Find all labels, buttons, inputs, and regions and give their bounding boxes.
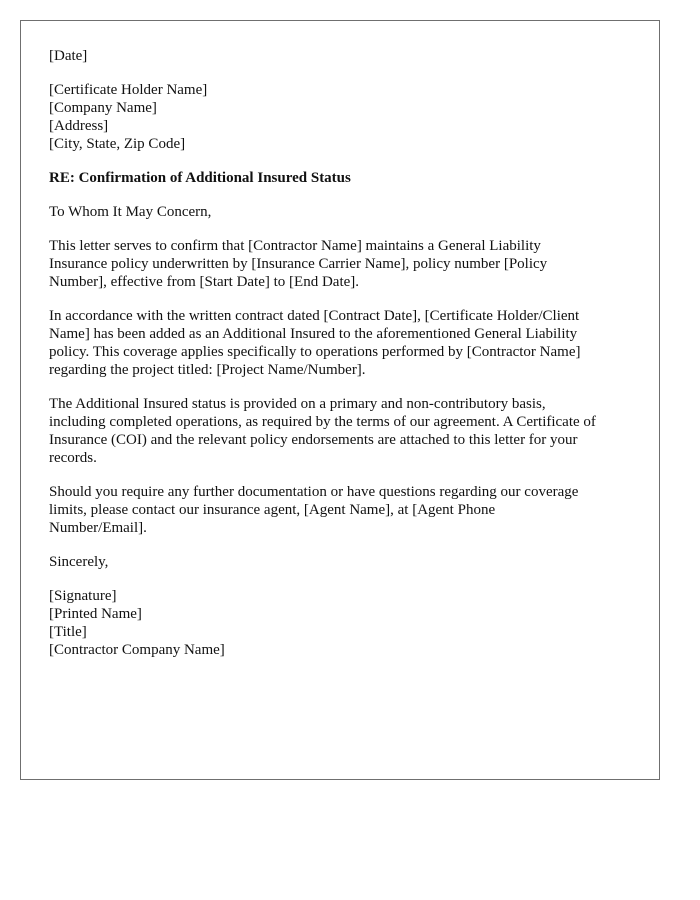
paragraph-line: regarding the project titled: [Project Name/Number]. (49, 362, 366, 378)
paragraph-line: Name] has been added as an Additional Insured to the aforementioned General Liability (49, 326, 578, 342)
paragraph-line: In accordance with the written contract dated [Contract Date], [Certificate Holder/Client (49, 308, 580, 324)
printed-name: [Printed Name] (49, 606, 142, 622)
signer-title: [Title] (49, 624, 87, 640)
paragraph-line: Should you require any further documentation or have questions regarding our coverage (49, 484, 579, 500)
paragraph-line: Number/Email]. (49, 520, 147, 536)
recipient-city-state-zip: [City, State, Zip Code] (49, 136, 186, 152)
paragraph-line: Number], effective from [Start Date] to [End Date]. (49, 274, 360, 290)
body-paragraph-3 (49, 395, 639, 467)
body-paragraph-4 (49, 483, 639, 537)
paragraph-line: records. (49, 450, 97, 466)
paragraph-line: limits, please contact our insurance agent, [Agent Name], at [Agent Phone (49, 502, 496, 518)
recipient-address-block (49, 81, 639, 153)
subject-line: RE: Confirmation of Additional Insured Status (49, 170, 351, 186)
signature-block (49, 587, 639, 659)
salutation: To Whom It May Concern, (49, 204, 212, 220)
recipient-name: [Certificate Holder Name] (49, 82, 208, 98)
closing: Sincerely, (49, 554, 109, 570)
recipient-address: [Address] (49, 118, 109, 134)
signature-placeholder: [Signature] (49, 588, 117, 604)
recipient-company: [Company Name] (49, 100, 157, 116)
body-paragraph-2 (49, 307, 639, 379)
body-paragraph-1 (49, 237, 639, 291)
paragraph-line: The Additional Insured status is provided on a primary and non-contributory basis, (49, 396, 546, 412)
letter-body (49, 47, 639, 675)
letter-page (20, 20, 660, 780)
paragraph-line: Insurance policy underwritten by [Insurance Carrier Name], policy number [Policy (49, 256, 548, 272)
signer-company: [Contractor Company Name] (49, 642, 225, 658)
paragraph-line: This letter serves to confirm that [Contractor Name] maintains a General Liability (49, 238, 541, 254)
paragraph-line: including completed operations, as required by the terms of our agreement. A Certificate of (49, 414, 596, 430)
letter-date: [Date] (49, 48, 88, 64)
paragraph-line: policy. This coverage applies specifically to operations performed by [Contractor Name] (49, 344, 581, 360)
date-block (49, 47, 639, 65)
paragraph-line: Insurance (COI) and the relevant policy endorsements are attached to this letter for your (49, 432, 578, 448)
